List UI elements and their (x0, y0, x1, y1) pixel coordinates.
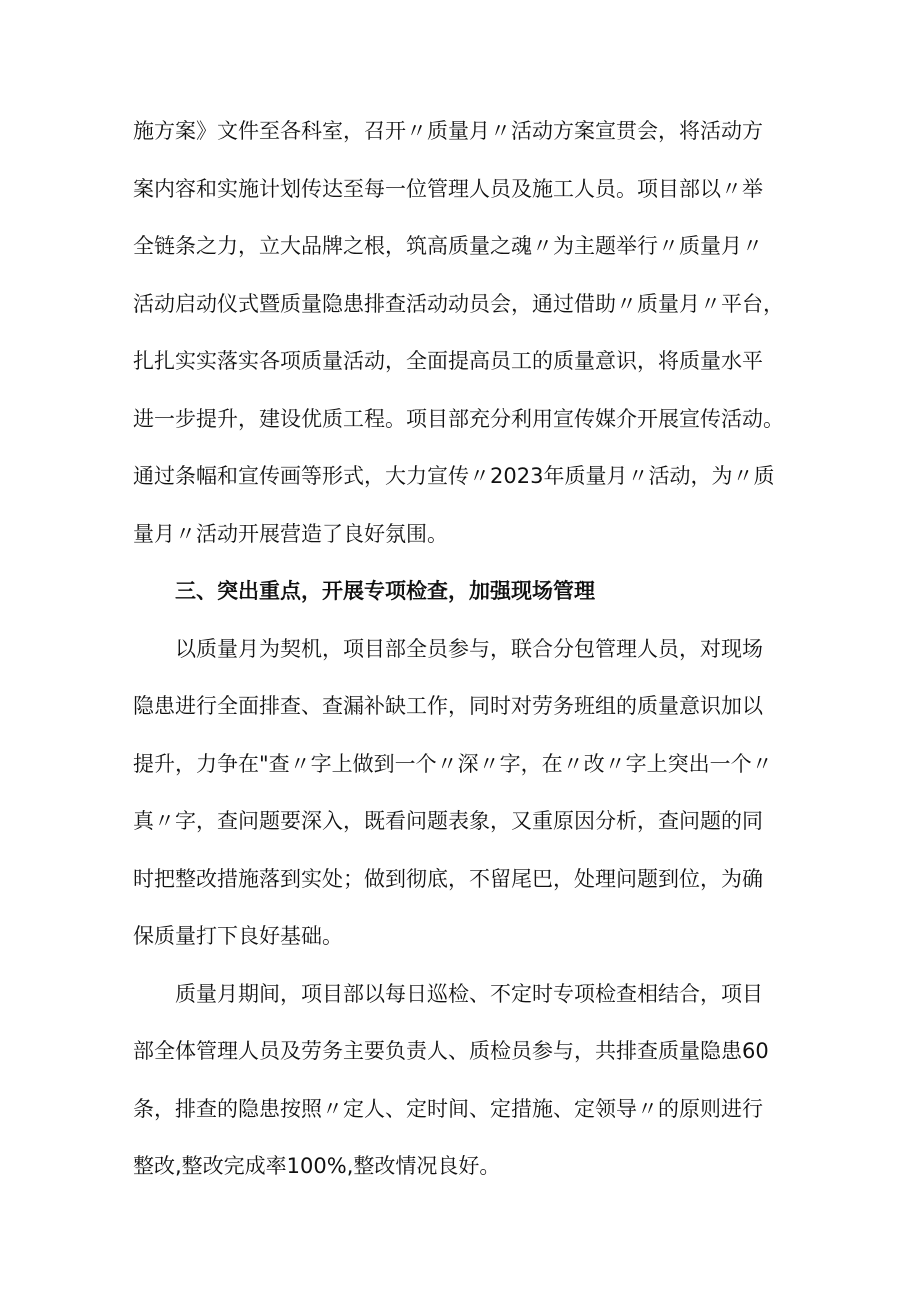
section-heading: 三、突出重点，开展专项检查，加强现场管理 (175, 579, 595, 603)
para1-line-4: 活动启动仪式暨质量隐患排查活动动员会，通过借助〃质量月〃平台， (133, 292, 784, 316)
para3-line-3: 条，排查的隐患按照〃定人、定时间、定措施、定领导〃的原则进行 (133, 1097, 763, 1121)
para2-line-1: 以质量月为契机，项目部全员参与，联合分包管理人员，对现场 (175, 637, 763, 661)
para3-line-1: 质量月期间，项目部以每日巡检、不定时专项检查相结合，项目 (175, 982, 763, 1006)
para2-line-2: 隐患进行全面排查、查漏补缺工作，同时对劳务班组的质量意识加以 (133, 694, 763, 718)
para1-line-7: 通过条幅和宣传画等形式，大力宣传〃2023年质量月〃活动，为〃质 (133, 464, 775, 488)
para3-line-4: 整改,整改完成率100%,整改情况良好。 (133, 1154, 501, 1178)
para1-line-1: 施方案》文件至各科室，召开〃质量月〃活动方案宣贯会，将活动方 (133, 119, 763, 143)
para1-line-6: 进一步提升，建设优质工程。项目部充分利用宣传媒介开展宣传活动。 (133, 407, 784, 431)
para1-line-3: 全链条之力，立大品牌之根，筑高质量之魂〃为主题举行〃质量月〃 (133, 234, 763, 258)
para2-line-3: 提升，力争在"查〃字上做到一个〃深〃字，在〃改〃字上突出一个〃 (133, 752, 773, 776)
para1-line-8: 量月〃活动开展营造了良好氛围。 (133, 522, 448, 546)
para2-line-5: 时把整改措施落到实处；做到彻底，不留尾巴，处理问题到位，为确 (133, 867, 763, 891)
para2-line-6: 保质量打下良好基础。 (133, 924, 343, 948)
para3-line-2: 部全体管理人员及劳务主要负责人、质检员参与，共排查质量隐患60 (133, 1039, 769, 1063)
para1-line-5: 扎扎实实落实各项质量活动，全面提高员工的质量意识，将质量水平 (133, 349, 763, 373)
para1-line-2: 案内容和实施计划传达至每一位管理人员及施工人员。项目部以〃举 (133, 177, 763, 201)
para2-line-4: 真〃字，查问题要深入，既看问题表象，又重原因分析，查问题的同 (133, 809, 763, 833)
